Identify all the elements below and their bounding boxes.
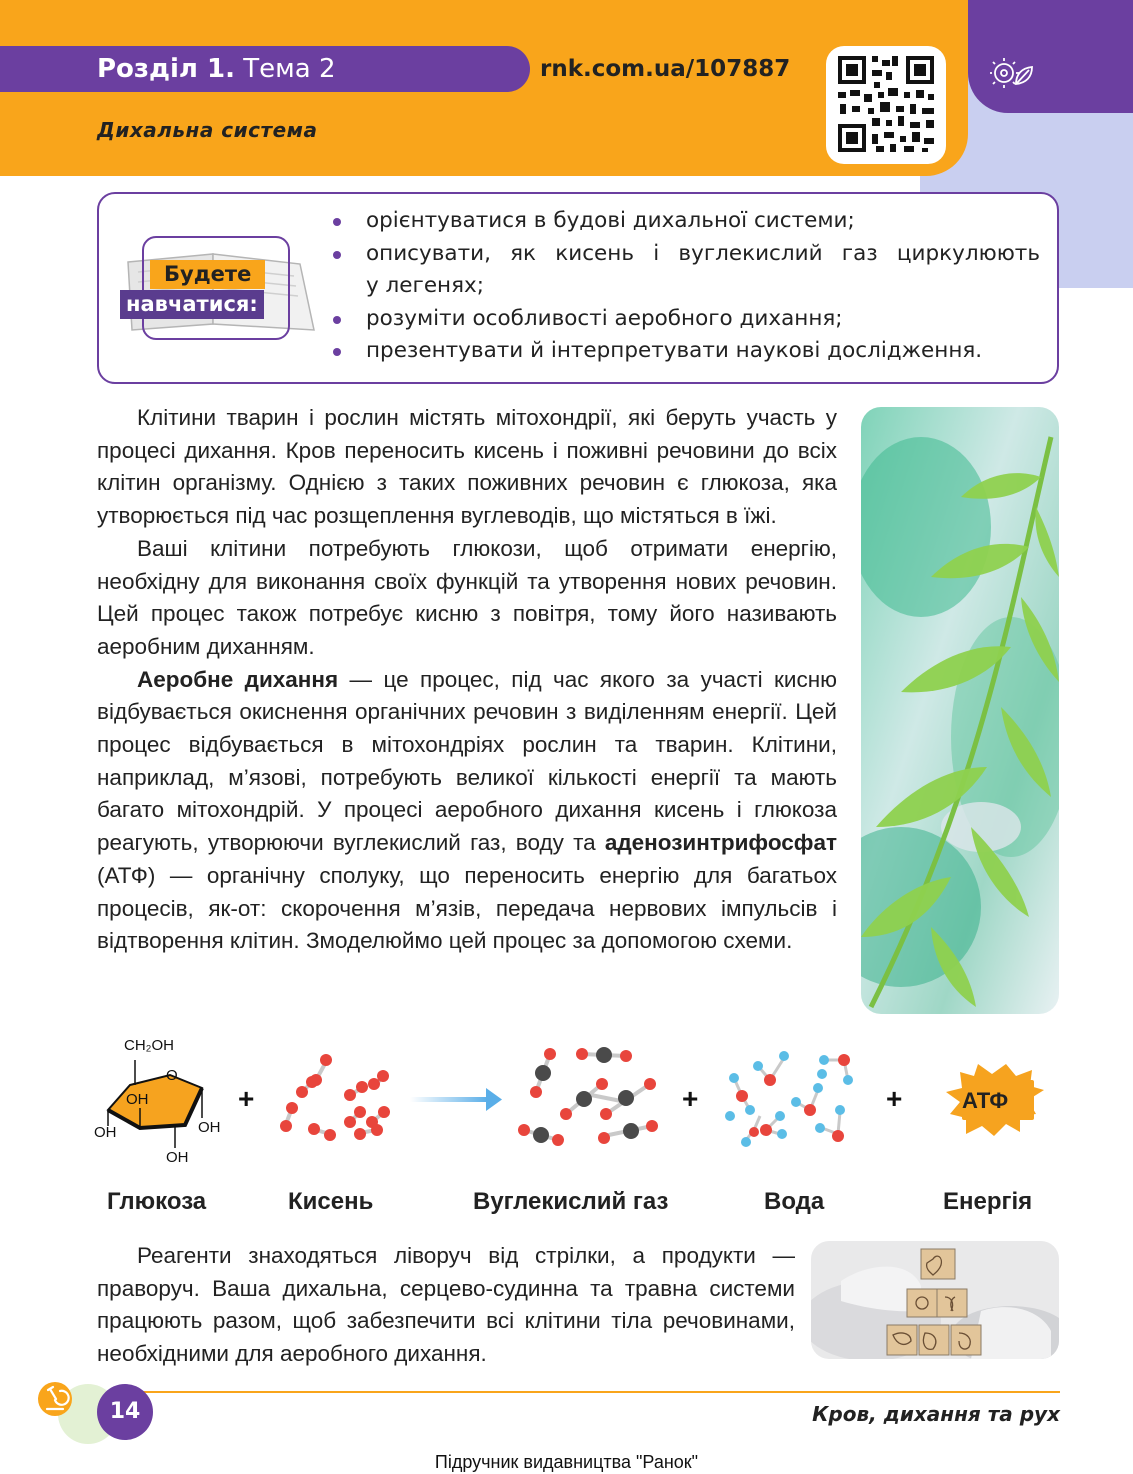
atp-energy-badge	[946, 1064, 1044, 1136]
caption-water: Вода	[764, 1188, 825, 1215]
paragraph-4: Реагенти знаходяться ліворуч від стрілки, а продукти — праворуч. Ваша дихальна, серцево-судинна та травна системи працюють разом, щоб забезпечити всі клітини тіла речовинами, необхідними для аеробного дихання.	[97, 1243, 795, 1367]
glucose-molecule	[94, 1037, 221, 1166]
footer-divider	[60, 1391, 1060, 1393]
term-aerobic-respiration: Аеробне дихання	[137, 666, 339, 692]
plus-sign: +	[238, 1083, 255, 1114]
glucose-oh-ring-label: OH	[126, 1091, 149, 1108]
objective-item-continuation: у легенях;	[366, 273, 485, 298]
objective-item: розуміти особливості аеробного дихання;	[330, 303, 1040, 336]
caption-carbon-dioxide: Вуглекислий газ	[473, 1188, 669, 1215]
aerobic-respiration-scheme	[90, 1030, 1050, 1180]
chapter-subtitle: Дихальна система	[97, 118, 318, 142]
section-title-band	[0, 46, 530, 92]
organ-cubes-photo	[811, 1241, 1059, 1359]
water-molecules	[725, 1051, 853, 1147]
plus-sign: +	[682, 1083, 699, 1114]
caption-oxygen: Кисень	[288, 1188, 374, 1215]
plus-sign: +	[886, 1083, 903, 1114]
publisher-note: Підручник видавництва "Ранок"	[434, 1452, 699, 1472]
glucose-oh-left-label: OH	[94, 1124, 117, 1141]
objective-item: описувати, як кисень і вуглекислий газ циркулюють	[330, 238, 1040, 271]
microscope-icon	[38, 1382, 72, 1416]
caption-energy: Енергія	[943, 1188, 1033, 1215]
fern-cell-photo	[861, 407, 1059, 1014]
resource-url[interactable]: rnk.com.ua/107887	[540, 56, 791, 82]
section-label: Розділ 1.	[97, 54, 235, 84]
glucose-o-label: O	[166, 1067, 178, 1084]
page-number: 14	[97, 1384, 153, 1440]
body-text-final	[97, 1240, 795, 1371]
qr-code-icon[interactable]	[826, 46, 946, 164]
glucose-oh-bottom-label: OH	[166, 1149, 189, 1166]
reaction-arrow	[410, 1088, 502, 1111]
footer-section-title: Кров, дихання та рух	[812, 1402, 1060, 1426]
paragraph-1: Клітини тварин і рослин містять мітохондрії, які беруть участь у процесі дихання. Кров переносить кисень і поживні речовини до всіх клітин організму. Однією з таких поживних речовин є глюкоза, яка утворюється під час розщеплення вуглеводів, що містяться в їжі.	[97, 405, 837, 529]
glucose-ch2oh-label: CH₂OH	[124, 1037, 174, 1054]
paragraph-2: Ваші клітини потребують глюкози, щоб отримати енергію, необхідну для виконання своїх функцій та утворення нових речовин. Цей процес також потребує кисню з повітря, тому його називають аеробним диханням.	[97, 535, 837, 659]
term-atp: аденозинтрифосфат	[604, 830, 837, 856]
objectives-badge-line2: навчатися:	[120, 290, 264, 319]
paragraph-3: Аеробне дихання — це процес, під час якого за участі кисню відбувається окиснення органічних речовин з виділенням енергії. Цей процес відбувається в мітохондріях рослин та тварин. Клітини, наприклад, м’язові, потребують великої кількості енергії та мають багато мітохондрій. У процесі аеробного дихання кисень і глюкоза реагують, утворюючи вуглекислий газ, воду та аденозинтрифосфат (АТФ) — органічну сполуку, що переносить енергію для багатьох процесів, як-от: скорочення м’язів, передача нервових імпульсів і відтворення клітин. Змоделюймо цей процес за допомогою схеми.	[97, 666, 838, 954]
caption-glucose: Глюкоза	[107, 1188, 207, 1215]
carbon-dioxide-molecules	[518, 1047, 658, 1146]
topic-label: Тема 2	[243, 54, 336, 84]
objectives-badge-line1: Будете	[150, 260, 265, 289]
body-text-main	[97, 402, 837, 958]
atp-label: АТФ	[962, 1088, 1009, 1113]
leaves-icon	[990, 56, 1034, 90]
objective-item: орієнтуватися в будові дихальної системи;	[330, 205, 1040, 238]
objectives-list	[330, 205, 1040, 368]
glucose-oh-right-label: OH	[198, 1119, 221, 1136]
objective-item: презентувати й інтерпретувати наукові дослідження.	[330, 335, 1040, 368]
